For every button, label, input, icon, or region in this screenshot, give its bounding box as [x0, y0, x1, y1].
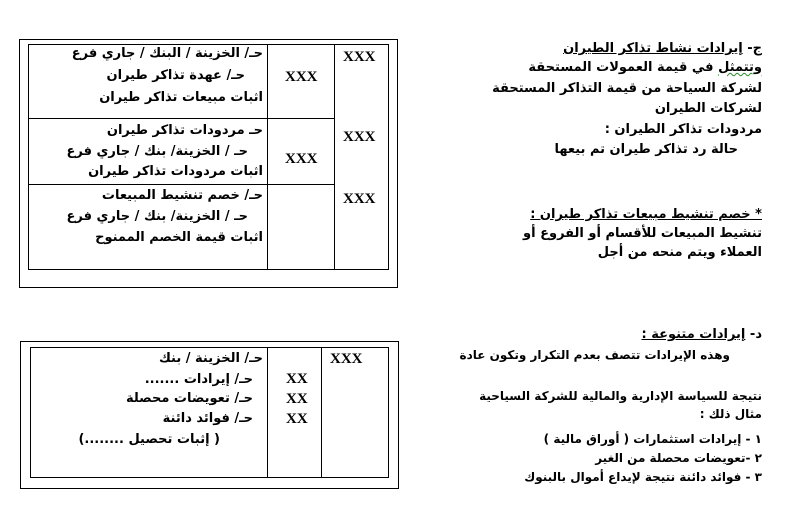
section-d-item: ٣ - فوائد دائنة نتيجة لإيداع أموال بالبنوك	[524, 470, 762, 484]
section-c-intro	[528, 59, 762, 76]
table-1-row-3-line: حـ/ خصم تنشيط المبيعات	[101, 188, 263, 203]
section-c-letter: ج-	[747, 41, 762, 56]
section-d-item: ١ - إيرادات استثمارات ( أوراق مالية )	[543, 432, 762, 446]
section-c-heading	[563, 40, 762, 57]
table-1-row-2-line: حـ مردودات تذاكر طيران	[106, 123, 263, 138]
section-c-line: لشركة السياحة من قيمة التذاكر المستحقة	[492, 81, 762, 96]
table-2-line-amount: XX	[286, 371, 308, 387]
table-2-line: حـ/ تعويضات محصلة	[125, 391, 253, 406]
section-c-intro-rest: في قيمة العمولات المستحقة	[528, 60, 719, 75]
section-d-letter: د-	[749, 327, 762, 342]
table-2-line-amount: XX	[286, 411, 308, 427]
table-1-row-1-credit-amount: XXX	[285, 69, 318, 85]
table-2-line: حـ/ الخزينة / بنك	[158, 351, 263, 366]
table-1-row-1-line: حـ/ الخزينة / البنك / جاري فرع	[71, 46, 263, 61]
table-2-divider	[267, 347, 268, 478]
table-1-row-divider	[28, 184, 335, 185]
table-2-line: حـ/ إيرادات .......	[144, 372, 253, 387]
table-1-row-divider	[28, 118, 335, 119]
section-d-line: نتيجة للسياسة الإدارية والمالية للشركة السياحية	[479, 389, 762, 403]
table-1-row-3-line: اثبات قيمة الخصم الممنوح	[95, 230, 263, 245]
section-d-title: إيرادات متنوعة :	[641, 327, 746, 342]
section-d-item: ٢ -تعويضات محصلة من الغير	[595, 451, 762, 465]
table-2-total-amount: XXX	[330, 351, 363, 367]
table-1-row-3-debit-amount: XXX	[343, 191, 376, 207]
returns-title: مردودات تذاكر الطيران :	[604, 122, 762, 137]
discount-title-text: * خصم تنشيط مبيعات تذاكر طيران :	[530, 207, 762, 222]
section-c-title: إيرادات نشاط تذاكر الطيران	[563, 41, 743, 56]
table-1-row-2-debit-amount: XXX	[343, 129, 376, 145]
table-2-divider	[321, 347, 322, 478]
table-1-divider	[334, 44, 335, 270]
returns-description: حالة رد تذاكر طيران تم بيعها	[554, 142, 738, 157]
table-1-row-1-line: حـ/ عهدة تذاكر طيران	[106, 68, 245, 83]
table-1-row-2-line: اثبات مردودات تذاكر طيران	[88, 164, 263, 179]
table-1-row-1-debit-amount: XXX	[343, 49, 376, 65]
section-c-intro-word: وتتمثل	[718, 60, 762, 75]
table-2-line: حـ/ فوائد دائنة	[162, 411, 253, 426]
table-1-row-1-line: اثبات مبيعات تذاكر طيران	[99, 90, 263, 105]
table-1-row-2-credit-amount: XXX	[285, 151, 318, 167]
discount-line: تنشيط المبيعات للأقسام أو الفروع أو	[523, 226, 762, 241]
section-d-example: مثال ذلك :	[699, 407, 762, 421]
table-1-divider	[267, 44, 268, 270]
table-1-row-2-line: حـ / الخزينة/ بنك / جاري فرع	[66, 144, 248, 159]
section-c-line: لشركات الطيران	[654, 101, 762, 116]
section-d-heading	[641, 326, 762, 343]
table-1-row-3-line: حـ / الخزينة/ بنك / جاري فرع	[66, 209, 248, 224]
table-2-line: ( إثبات تحصيل ........)	[78, 432, 220, 447]
section-d-line: وهذه الإيرادات تتصف بعدم التكرار وتكون عادة	[459, 348, 730, 362]
discount-title	[530, 206, 762, 223]
discount-line: العملاء ويتم منحه من أجل	[597, 245, 762, 260]
table-2-line-amount: XX	[286, 391, 308, 407]
